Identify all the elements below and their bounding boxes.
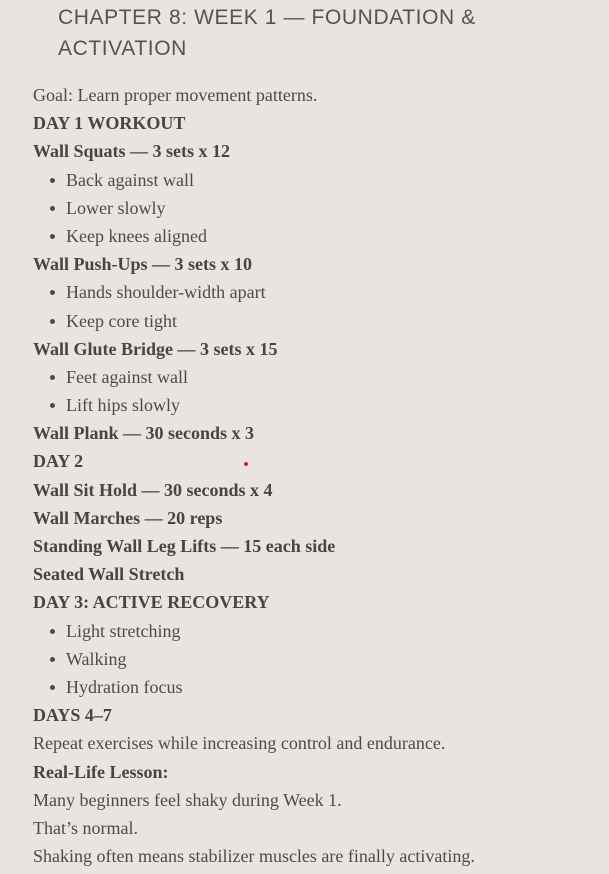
list-item: Hands shoulder-width apart [33,278,593,306]
list-item: Back against wall [33,166,593,194]
list-item: Lift hips slowly [33,391,593,419]
chapter-content [33,81,593,870]
lesson-line: That’s normal. [33,817,138,838]
list-item: Keep core tight [33,307,593,335]
days47-heading: DAYS 4–7 [33,705,112,726]
exercise-wall-glute-bridge: Wall Glute Bridge — 3 sets x 15 [33,338,278,359]
red-marker-dot [244,462,248,466]
list-item: Feet against wall [33,363,593,391]
list-item: Hydration focus [33,673,593,701]
day1-heading: DAY 1 WORKOUT [33,113,186,134]
list-item: Keep knees aligned [33,222,593,250]
list-item: Walking [33,645,593,673]
day3-heading: DAY 3: ACTIVE RECOVERY [33,592,270,613]
goal-text: Goal: Learn proper movement patterns. [33,85,318,105]
exercise-wall-sit-hold: Wall Sit Hold — 30 seconds x 4 [33,479,273,500]
repeat-text: Repeat exercises while increasing control and endurance. [33,733,446,754]
list-item: Light stretching [33,617,593,645]
lesson-line: Many beginners feel shaky during Week 1. [33,789,342,810]
exercise-wall-marches: Wall Marches — 20 reps [33,507,223,528]
exercise-seated-stretch: Seated Wall Stretch [33,564,185,585]
exercise-standing-leg-lifts: Standing Wall Leg Lifts — 15 each side [33,536,336,556]
exercise-wall-squats: Wall Squats — 3 sets x 12 [33,141,231,162]
exercise-wall-plank: Wall Plank — 30 seconds x 3 [33,423,255,444]
lesson-line: Shaking often means stabilizer muscles are finally activating. [33,846,475,867]
day2-heading: DAY 2 [33,451,84,472]
exercise-wall-pushups: Wall Push-Ups — 3 sets x 10 [33,254,253,275]
chapter-title: CHAPTER 8: WEEK 1 — FOUNDATION & ACTIVATION [58,6,476,60]
lesson-heading: Real-Life Lesson: [33,761,169,782]
list-item: Lower slowly [33,194,593,222]
